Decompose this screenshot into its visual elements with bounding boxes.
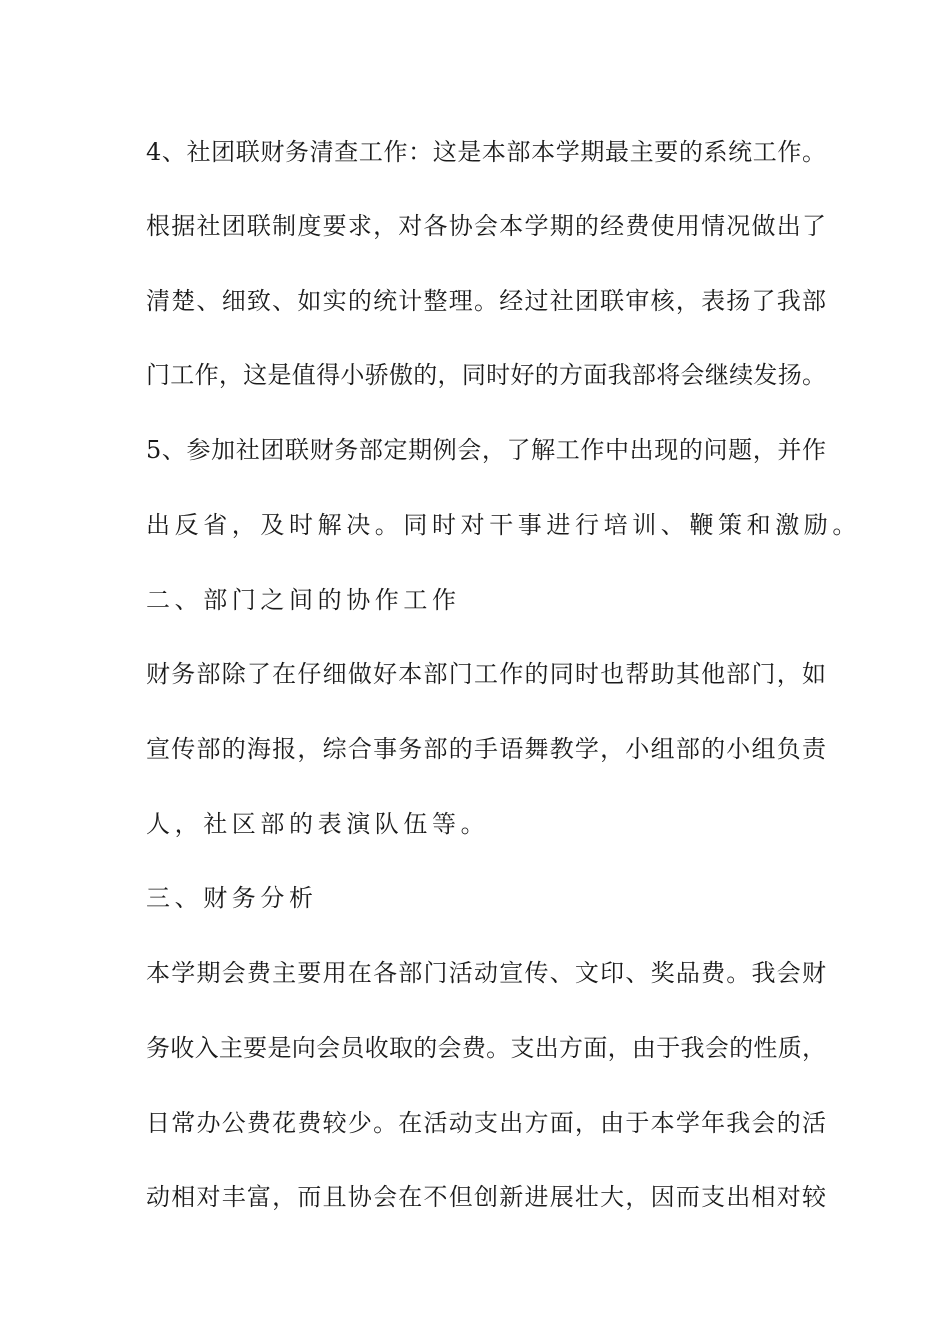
text-line-2: 根据社团联制度要求，对各协会本学期的经费使用情况做出了 [146,212,826,240]
text-line-5: 5、参加社团联财务部定期例会，了解工作中出现的问题，并作 [146,436,826,464]
text-line-13: 务收入主要是向会员收取的会费。支出方面，由于我会的性质， [146,1034,826,1062]
text-line-3: 清楚、细致、如实的统计整理。经过社团联审核，表扬了我部 [146,287,826,315]
text-line-14: 日常办公费花费较少。在活动支出方面，由于本学年我会的活 [146,1109,826,1137]
text-line-15: 动相对丰富，而且协会在不但创新进展壮大，因而支出相对较 [146,1183,826,1211]
text-line-9: 宣传部的海报，综合事务部的手语舞教学，小组部的小组负责 [146,735,826,763]
text-line-4: 门工作，这是值得小骄傲的，同时好的方面我部将会继续发扬。 [146,361,826,389]
text-line-1: 4、社团联财务清查工作：这是本部本学期最主要的系统工作。 [146,138,826,166]
section-heading-collaboration: 二、部门之间的协作工作 [146,586,461,614]
text-line-10: 人，社区部的表演队伍等。 [146,810,490,838]
text-line-8: 财务部除了在仔细做好本部门工作的同时也帮助其他部门，如 [146,660,826,688]
text-line-12: 本学期会费主要用在各部门活动宣传、文印、奖品费。我会财 [146,959,826,987]
text-line-6: 出反省，及时解决。同时对干事进行培训、鞭策和激励。 [146,511,861,539]
section-heading-finance-analysis: 三、财务分析 [146,884,318,912]
